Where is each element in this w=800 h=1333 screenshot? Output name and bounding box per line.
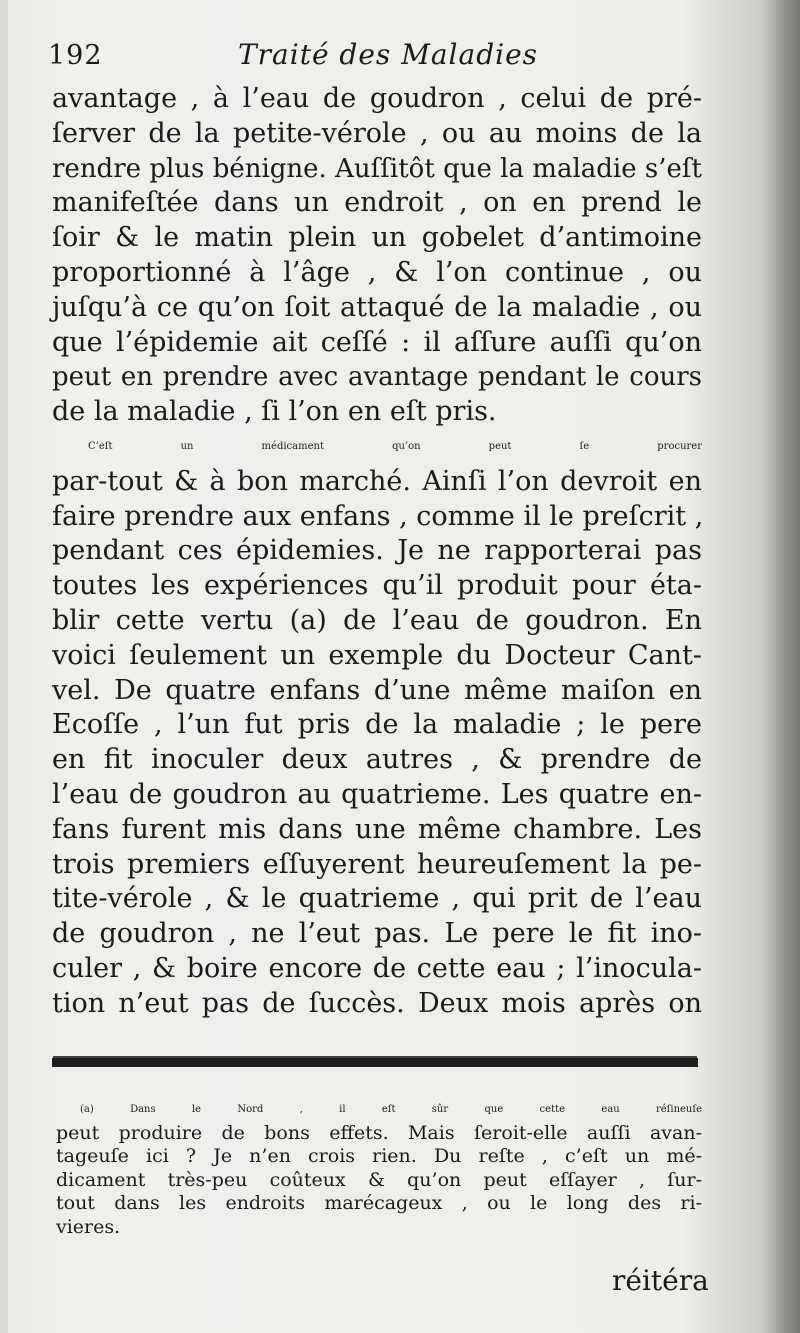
text-line: en fit inoculer deux autres , & prendre de <box>52 744 702 776</box>
page-number: 192 <box>48 40 103 71</box>
text-line: tion n’eut pas de ſuccès. Deux mois après on <box>52 987 702 1019</box>
text-line: ſerver de la petite-vérole , ou au moins de la <box>52 117 702 149</box>
page-gutter-shadow <box>760 0 800 1333</box>
text-line: pendant ces épidemies. Je ne rapporterai pas <box>52 535 702 567</box>
text-line: trois premiers eſſuyerent heureuſement la pe- <box>52 848 702 880</box>
text-line: ſoir & le matin plein un gobelet d’antimoine <box>52 222 702 254</box>
book-page <box>8 0 800 1333</box>
text-line: manifeſtée dans un endroit , on en prend le <box>52 187 702 219</box>
text-line: Ecoſſe , l’un fut pris de la maladie ; le pere <box>52 709 702 741</box>
text-line: peut en prendre avec avantage pendant le cours <box>52 362 702 393</box>
text-line: culer , & boire encore de cette eau ; l’inocula- <box>52 952 702 984</box>
footnote-line: dicament très-peu coûteux & qu’on peut eſſayer , ſur- <box>56 1168 702 1191</box>
footnote-line: vieres. <box>56 1215 121 1238</box>
text-line: l’eau de goudron au quatrieme. Les quatre en- <box>52 778 702 810</box>
text-line: blir cette vertu (a) de l’eau de goudron. En <box>52 604 702 636</box>
text-line: juſqu’à ce qu’on ſoit attaqué de la maladie , ou <box>52 291 702 323</box>
paragraph-start-line: C’eſt un médicament qu’on peut ſe procurer <box>88 440 702 452</box>
footnote-line: (a) Dans le Nord , il eſt sûr que cette eau réſineuſe <box>80 1104 702 1115</box>
paragraph-end-line: de la maladie , ſi l’on en eſt pris. <box>52 396 497 428</box>
text-line: tite-vérole , & le quatrieme , qui prit de l’eau <box>52 883 702 915</box>
text-line: par-tout & à bon marché. Ainſi l’on devroit en <box>52 465 702 497</box>
text-line: de goudron , ne l’eut pas. Le pere le fit ino- <box>52 918 702 950</box>
footnote-line: peut produire de bons effets. Mais ſeroit-elle auſſi avan- <box>56 1121 702 1144</box>
text-line: voici ſeulement un exemple du Docteur Cant- <box>52 639 702 671</box>
text-line: proportionné à l’âge , & l’on continue , ou <box>52 256 702 288</box>
page-header <box>48 40 698 80</box>
text-line: avantage , à l’eau de goudron , celui de pré- <box>52 83 702 114</box>
catchword: réitéra <box>612 1264 709 1297</box>
text-line: que l’épidemie ait ceſſé : il aſſure auſſi qu’on <box>52 326 702 358</box>
footnote-rule <box>52 1058 698 1067</box>
main-text <box>52 82 702 1022</box>
text-line: fans furent mis dans une même chambre. Les <box>52 813 702 845</box>
text-line: rendre plus bénigne. Auſſitôt que la maladie s’eſt <box>52 153 702 184</box>
text-line: vel. De quatre enfans d’une même maiſon en <box>52 674 702 706</box>
footnote <box>56 1098 702 1239</box>
footnote-line: tout dans les endroits marécageux , ou le long des ri- <box>56 1192 702 1214</box>
text-line: toutes les expériences qu’il produit pour éta- <box>52 570 702 602</box>
running-head: Traité des Maladies <box>238 38 539 71</box>
text-line: faire prendre aux enfans , comme il le preſcrit , <box>52 500 704 532</box>
footnote-line: tageuſe ici ? Je n’en crois rien. Du reſte , c’eſt un mé- <box>56 1145 702 1167</box>
